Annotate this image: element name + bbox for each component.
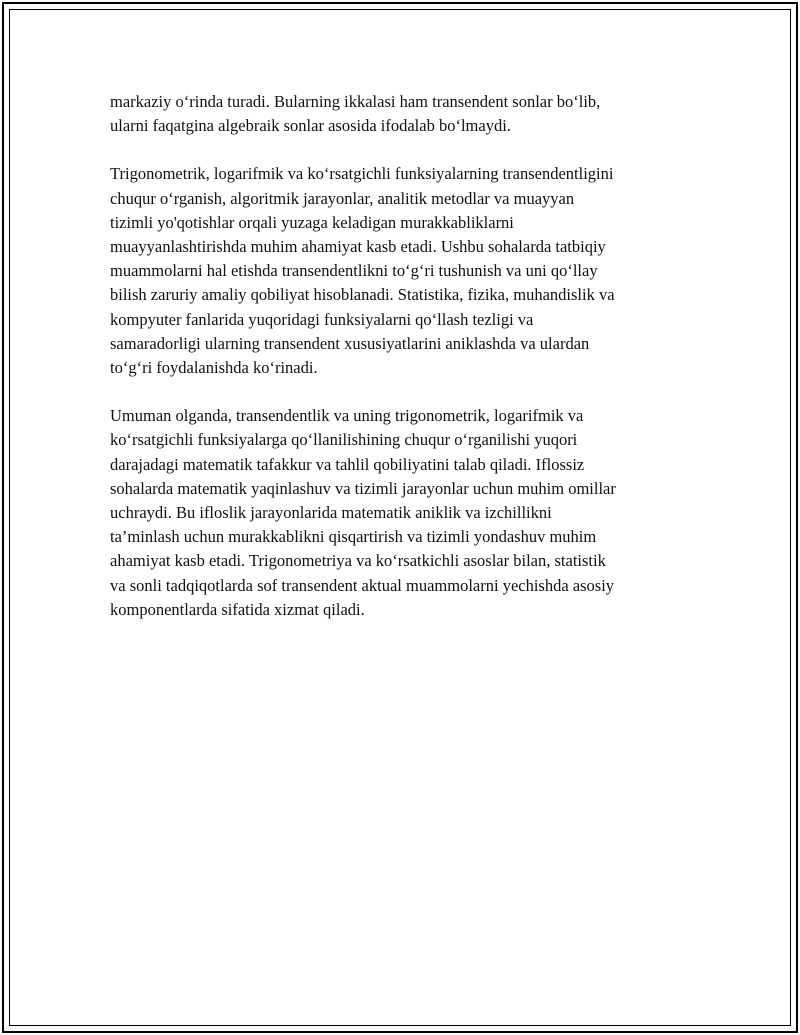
paragraph-line: samaradorligi ularning transendent xususiyatlarini aniklashda va ulardan xyxy=(110,333,590,353)
paragraph-line: kompyuter fanlarida yuqoridagi funksiyalarni qo‘llash tezligi va xyxy=(110,309,534,329)
paragraph-line: sohalarda matematik yaqinlashuv va tizimli jarayonlar uchun muhim omillar xyxy=(110,478,616,498)
paragraph-line: markaziy o‘rinda turadi. Bularning ikkalasi ham transendent sonlar bo‘lib, xyxy=(110,92,601,111)
paragraph-2 xyxy=(110,162,680,380)
paragraph-3 xyxy=(110,404,680,622)
paragraph-line: chuqur o‘rganish, algoritmik jarayonlar, analitik metodlar va muayyan xyxy=(110,188,575,208)
paragraph-line: ta’minlash uchun murakkablikni qisqartirish va tizimli yondashuv muhim xyxy=(110,527,597,547)
paragraph-line: muayyanlashtirishda muhim ahamiyat kasb etadi. Ushbu sohalarda tatbiqiy xyxy=(110,237,606,257)
paragraph-line: to‘g‘ri foydalanishda ko‘rinadi. xyxy=(110,358,318,378)
paragraph-line: bilish zaruriy amaliy qobiliyat hisoblanadi. Statistika, fizika, muhandislik va xyxy=(110,285,615,305)
paragraph-line: Umuman olganda, transendentlik va uning trigonometrik, logarifmik va xyxy=(110,406,584,426)
document-body xyxy=(110,90,680,646)
paragraph-line: ularni faqatgina algebraik sonlar asosida ifodalab bo‘lmaydi. xyxy=(110,116,511,136)
paragraph-line: tizimli yo'qotishlar orqali yuzaga keladigan murakkabliklarni xyxy=(110,212,514,232)
paragraph-line: muammolarni hal etishda transendentlikni to‘g‘ri tushunish va uni qo‘llay xyxy=(110,261,598,281)
paragraph-line: komponentlarda sifatida xizmat qiladi. xyxy=(110,599,365,619)
paragraph-line: ahamiyat kasb etadi. Trigonometriya va ko‘rsatkichli asoslar bilan, statistik xyxy=(110,551,606,571)
paragraph-line: uchraydi. Bu ifloslik jarayonlarida matematik aniklik va izchillikni xyxy=(110,503,552,523)
paragraph-line: Trigonometrik, logarifmik va ko‘rsatgichli funksiyalarning transendentligini xyxy=(110,164,614,184)
paragraph-line: darajadagi matematik tafakkur va tahlil qobiliyatini talab qiladi. Iflossiz xyxy=(110,454,585,474)
paragraph-line: va sonli tadqiqotlarda sof transendent aktual muammolarni yechishda asosiy xyxy=(110,575,615,595)
paragraph-1 xyxy=(110,90,680,138)
paragraph-line: ko‘rsatgichli funksiyalarga qo‘llanilishining chuqur o‘rganilishi yuqori xyxy=(110,430,578,450)
